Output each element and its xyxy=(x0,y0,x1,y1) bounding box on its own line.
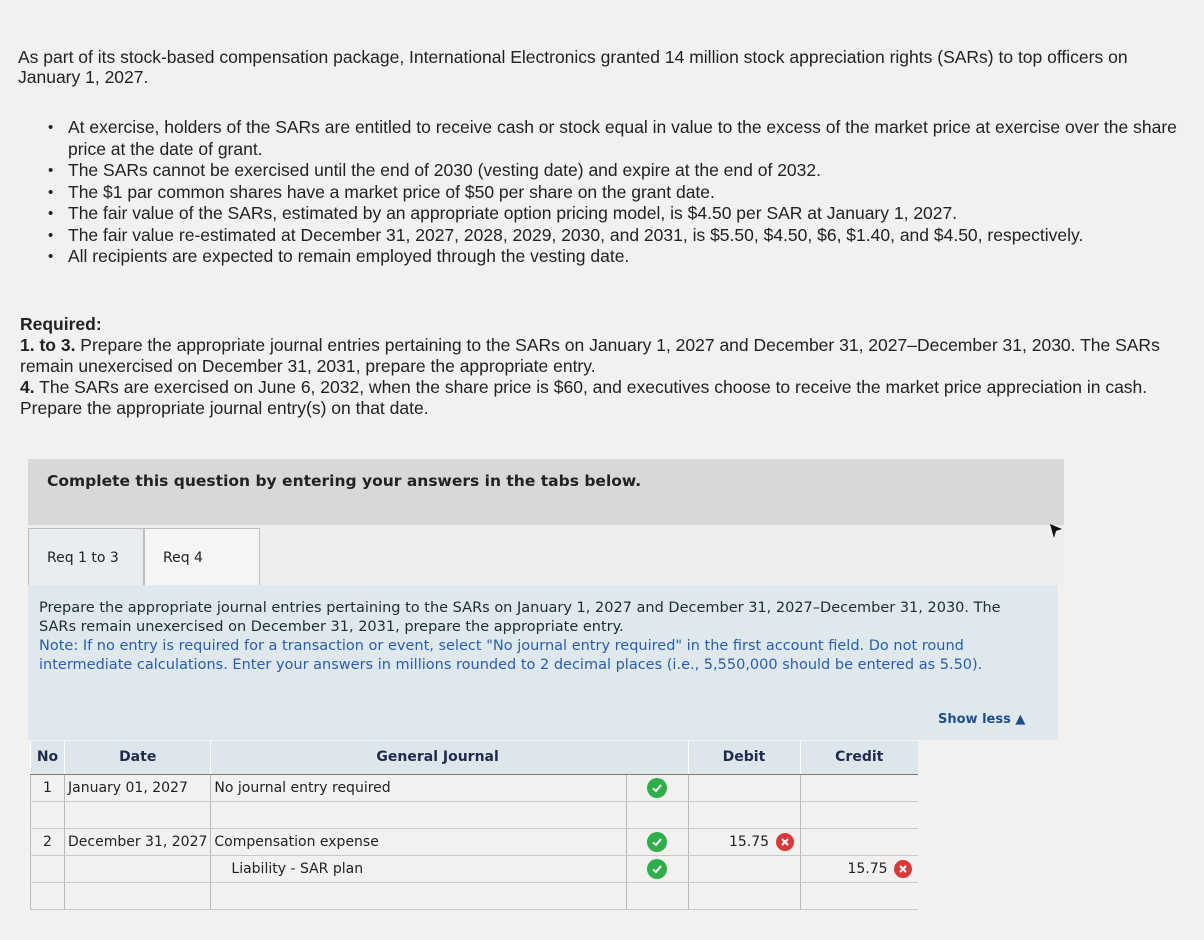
account-cell[interactable]: Compensation expense xyxy=(211,828,627,855)
show-less-link[interactable]: Show less ▲ xyxy=(938,712,1026,727)
complete-question-bar xyxy=(28,459,1064,525)
bullet-item: • The $1 par common shares have a market price of $50 per share on the grant date. xyxy=(48,182,1178,204)
problem-intro: As part of its stock-based compensation package, International Electronics granted 14 million stock appreciation rights (SARs) to top officers on January 1, 2027. xyxy=(18,47,1128,87)
credit-value: 15.75 xyxy=(847,860,888,877)
incorrect-x-icon xyxy=(894,860,912,878)
bullet-item: • The fair value re-estimated at December 31, 2027, 2028, 2029, 2030, and 2031, is $5.50, $4.50, $6, $1.40, and $4.50, respectively. xyxy=(48,225,1178,247)
table-row xyxy=(31,828,919,855)
required-heading: Required: xyxy=(20,314,102,334)
required-item-number: 1. to 3. xyxy=(20,335,76,355)
tab-req-4[interactable]: Req 4 xyxy=(144,528,260,585)
account-cell[interactable]: No journal entry required xyxy=(211,774,627,801)
correct-check-icon xyxy=(647,778,667,798)
row-number xyxy=(31,855,65,882)
table-row xyxy=(31,855,919,882)
instructions-main: Prepare the appropriate journal entries pertaining to the SARs on January 1, 2027 and December 31, 2027–December 31, 2030. The SARs remain unexercised on December 31, 2031, prepare the appropriate entry. xyxy=(39,600,1001,635)
table-row-empty xyxy=(31,882,919,909)
row-number: 1 xyxy=(31,774,65,801)
bullet-item: • All recipients are expected to remain employed through the vesting date. xyxy=(48,246,1178,268)
credit-cell[interactable] xyxy=(800,855,918,882)
debit-cell[interactable] xyxy=(688,828,800,855)
required-item-1-3 xyxy=(20,335,1190,377)
bullet-item: • The fair value of the SARs, estimated by an appropriate option pricing model, is $4.50 per SAR at January 1, 2027. xyxy=(48,203,1178,225)
incorrect-x-icon xyxy=(776,833,794,851)
row-number: 2 xyxy=(31,828,65,855)
general-journal-table xyxy=(30,741,918,910)
debit-cell[interactable] xyxy=(688,774,800,801)
required-item-text: The SARs are exercised on June 6, 2032, when the share price is $60, and executives choose to receive the market price appreciation in cash. Prepare the appropriate journal entry(s) on that date. xyxy=(20,377,1148,418)
instructions-panel xyxy=(28,585,1058,740)
problem-bullets xyxy=(48,117,1178,268)
correct-check-icon xyxy=(647,859,667,879)
credit-cell[interactable] xyxy=(800,774,918,801)
account-cell[interactable]: Liability - SAR plan xyxy=(211,855,627,882)
header-no: No xyxy=(31,741,65,774)
tabs-bar xyxy=(28,525,1064,585)
bullet-item: • At exercise, holders of the SARs are entitled to receive cash or stock equal in value to the excess of the market price at exercise over the share price at the date of grant. xyxy=(48,117,1178,160)
instructions-text xyxy=(39,599,1039,675)
header-general-journal: General Journal xyxy=(211,741,688,774)
correct-check-icon xyxy=(647,832,667,852)
mouse-cursor-icon xyxy=(1049,523,1063,539)
header-credit: Credit xyxy=(800,741,918,774)
table-row-empty xyxy=(31,801,919,828)
bullet-item: • The SARs cannot be exercised until the end of 2030 (vesting date) and expire at the end of 2032. xyxy=(48,160,1178,182)
header-debit: Debit xyxy=(688,741,800,774)
debit-cell[interactable] xyxy=(688,855,800,882)
instructions-note: Note: If no entry is required for a transaction or event, select "No journal entry required" in the first account field. Do not round intermediate calculations. Enter your answers in millions rounded to 2 decimal places (i.e., 5,550,000 should be entered as 5.50). xyxy=(39,638,983,673)
tab-req-1-to-3[interactable]: Req 1 to 3 xyxy=(28,528,144,585)
credit-cell[interactable] xyxy=(800,828,918,855)
date-cell[interactable] xyxy=(65,855,211,882)
table-row xyxy=(31,774,919,801)
header-date: Date xyxy=(65,741,211,774)
required-item-number: 4. xyxy=(20,377,35,397)
date-cell[interactable]: January 01, 2027 xyxy=(65,774,211,801)
required-item-text: Prepare the appropriate journal entries pertaining to the SARs on January 1, 2027 and December 31, 2027–December 31, 2030. The SARs remain unexercised on December 31, 2031, prepare the appropriate entry. xyxy=(20,335,1160,376)
complete-question-text: Complete this question by entering your answers in the tabs below. xyxy=(47,472,642,490)
date-cell[interactable]: December 31, 2027 xyxy=(65,828,211,855)
required-section xyxy=(20,314,1190,419)
required-item-4 xyxy=(20,377,1190,419)
debit-value: 15.75 xyxy=(728,833,770,850)
